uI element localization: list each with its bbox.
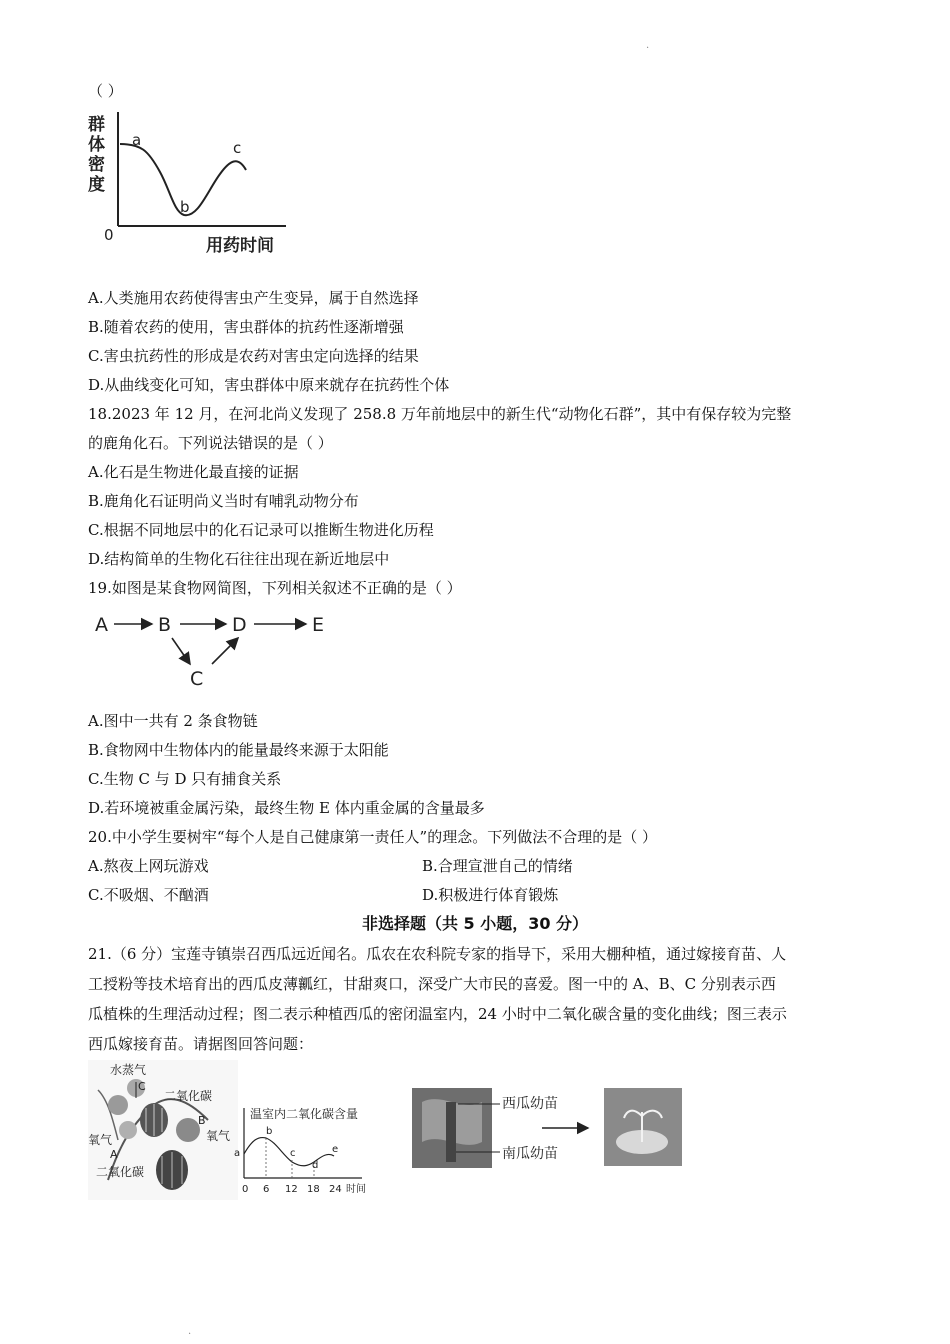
label-o2-left: 氧气	[88, 1133, 113, 1147]
leaf	[176, 1118, 200, 1142]
fig2-point-d: d	[312, 1160, 319, 1171]
q19-option-a: A.图中一共有 2 条食物链	[88, 712, 258, 730]
fig3-grafting	[412, 1082, 684, 1174]
label-o2-right: 氧气	[206, 1129, 231, 1143]
q17-option-d: D.从曲线变化可知，害虫群体中原来就存在抗药性个体	[88, 376, 450, 394]
q20-option-c: C.不吸烟、不酗酒	[88, 886, 209, 904]
fig2-tick-12: 12	[285, 1184, 298, 1195]
fig2-point-e: e	[332, 1144, 339, 1155]
fig2-xlabel: 时间	[346, 1184, 366, 1195]
arrow-c-d	[212, 638, 238, 664]
q17-bracket: （ ）	[88, 82, 123, 100]
fig2-point-c: c	[290, 1148, 296, 1159]
leaf	[119, 1121, 137, 1139]
ylabel-char-1: 群	[88, 115, 105, 135]
organism-d: D	[232, 614, 247, 636]
q18-option-d: D.结构简单的生物化石往往出现在新近地层中	[88, 550, 390, 568]
section-title: 非选择题（共 5 小题，30 分）	[361, 914, 589, 933]
leaf	[108, 1095, 128, 1115]
q17-option-b: B.随着农药的使用，害虫群体的抗药性逐渐增强	[88, 318, 404, 336]
label-co2-bottom: 二氧化碳	[96, 1165, 145, 1179]
label-rootstock: 南瓜幼苗	[502, 1146, 558, 1162]
q17-option-a: A.人类施用农药使得害虫产生变异，属于自然选择	[88, 289, 419, 307]
q17-option-c: C.害虫抗药性的形成是农药对害虫定向选择的结果	[88, 347, 419, 365]
q21-line4: 西瓜嫁接育苗。请据图回答问题：	[88, 1035, 314, 1053]
label-water-vapor: 水蒸气	[110, 1063, 147, 1077]
q17-density-graph	[86, 108, 300, 258]
ylabel-char-4: 度	[88, 175, 105, 195]
q19-option-c: C.生物 C 与 D 只有捕食关系	[88, 770, 282, 788]
fig2-tick-24: 24	[329, 1184, 342, 1195]
q18-stem-line2: 的鹿角化石。下列说法错误的是（ ）	[88, 434, 333, 452]
ylabel-char-2: 体	[88, 135, 105, 155]
graph-ylabel	[88, 114, 105, 195]
q20-option-b: B.合理宣泄自己的情绪	[422, 857, 573, 875]
point-c: c	[233, 139, 242, 157]
q20-option-a: A.熬夜上网玩游戏	[88, 857, 209, 875]
speck-top: .	[646, 40, 650, 51]
fig2-tick-6: 6	[263, 1184, 270, 1195]
label-c: C	[138, 1080, 146, 1093]
ylabel-char-3: 密	[88, 155, 105, 175]
q19-option-b: B.食物网中生物体内的能量最终来源于太阳能	[88, 741, 389, 759]
speck-bottom: .	[188, 1326, 192, 1337]
q18-option-c: C.根据不同地层中的化石记录可以推断生物进化历程	[88, 521, 434, 539]
q21-line1: 21.（6 分）宝莲寺镇崇召西瓜远近闻名。瓜农在农科院专家的指导下，采用大棚种植，通过嫁接育苗、人	[88, 945, 787, 963]
organism-b: B	[158, 614, 172, 636]
fig2-co2-curve	[232, 1100, 392, 1202]
fig1-watermelon-plant	[88, 1060, 241, 1200]
fig2-ylabel: 温室内二氧化碳含量	[250, 1107, 359, 1121]
fig2-point-a: a	[234, 1148, 241, 1159]
organism-a: A	[95, 614, 108, 636]
q18-option-a: A.化石是生物进化最直接的证据	[88, 463, 299, 481]
organism-e: E	[312, 614, 325, 636]
label-scion: 西瓜幼苗	[502, 1096, 558, 1112]
fig2-tick-18: 18	[307, 1184, 320, 1195]
label-co2-top: 二氧化碳	[164, 1089, 213, 1103]
point-a: a	[132, 131, 142, 149]
graph-origin: 0	[104, 226, 114, 244]
q21-line3: 瓜植株的生理活动过程；图二表示种植西瓜的密闭温室内，24 小时中二氧化碳含量的变化曲线；图三表示	[88, 1005, 787, 1023]
q19-food-web	[88, 604, 338, 696]
point-b: b	[180, 198, 190, 216]
organism-c: C	[190, 668, 204, 690]
fig2-tick-0: 0	[242, 1184, 249, 1195]
label-b: B	[198, 1114, 206, 1127]
q20-stem: 20.中小学生要树牢“每个人是自己健康第一责任人”的理念。下列做法不合理的是（ ）	[88, 828, 657, 846]
label-a: A	[110, 1148, 118, 1161]
q18-option-b: B.鹿角化石证明尚义当时有哺乳动物分布	[88, 492, 359, 510]
arrow-b-c	[172, 638, 190, 664]
q20-option-d: D.积极进行体育锻炼	[422, 886, 559, 904]
graph-xlabel: 用药时间	[206, 236, 274, 256]
q19-option-d: D.若环境被重金属污染，最终生物 E 体内重金属的含量最多	[88, 799, 485, 817]
q18-stem-line1: 18.2023 年 12 月，在河北尚义发现了 258.8 万年前地层中的新生代“动物化石群”，其中有保存较为完整	[88, 405, 792, 423]
q19-stem: 19.如图是某食物网简图，下列相关叙述不正确的是（ ）	[88, 579, 462, 597]
fig2-point-b: b	[266, 1126, 273, 1137]
co2-curve	[244, 1138, 334, 1166]
q21-line2: 工授粉等技术培育出的西瓜皮薄瓤红，甘甜爽口，深受广大市民的喜爱。图一中的 A、B、C 分别表示西	[88, 975, 776, 993]
